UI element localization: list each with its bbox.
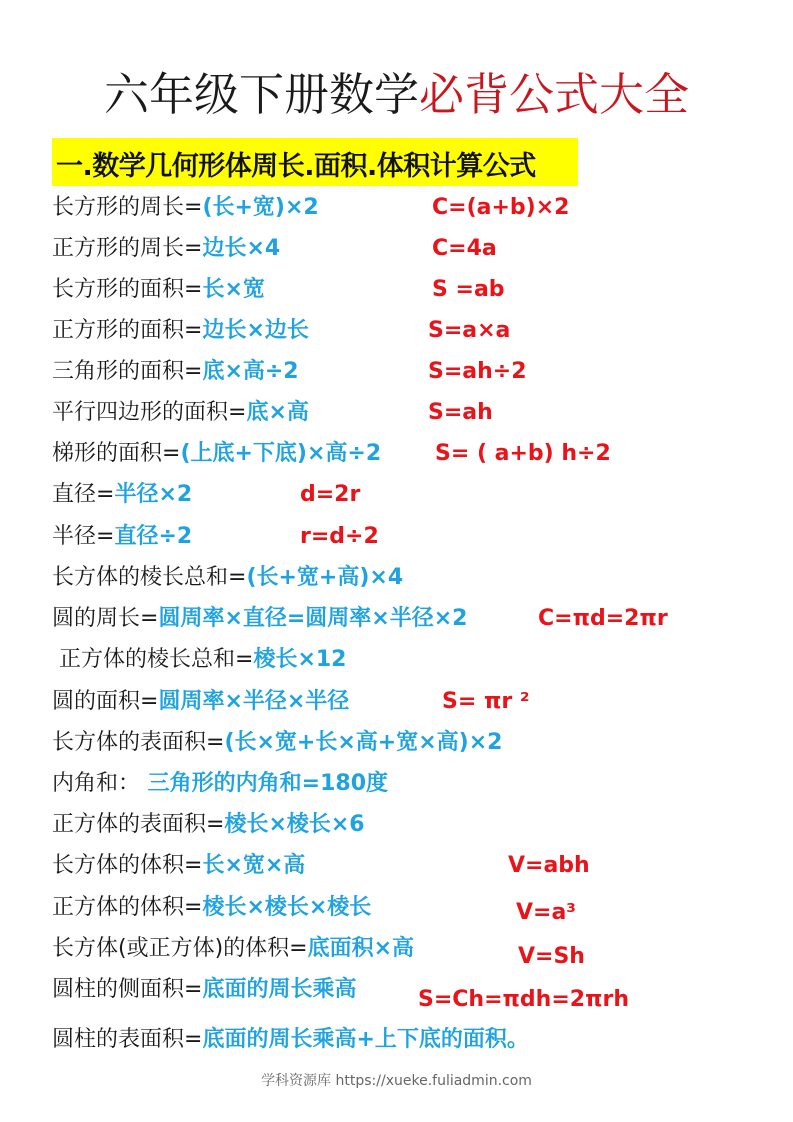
formula-words: 底面的周长乘高+上下底的面积。 <box>202 1027 529 1052</box>
formula-words: 棱长×棱长×棱长 <box>202 895 372 920</box>
formula-label: 直径= <box>52 482 115 507</box>
formula-row-cube-surface <box>0 807 793 843</box>
section-header <box>52 138 578 186</box>
formula-row-parallelogram-area <box>0 395 793 431</box>
formula-label: 正方体的表面积= <box>52 812 225 837</box>
formula-symbol: C=πd=2πr <box>538 606 668 631</box>
formula-row-prism-volume <box>0 931 793 967</box>
formula-words: (上底+下底)×高÷2 <box>180 441 382 466</box>
formula-row-cylinder-surface <box>0 1022 793 1058</box>
formula-symbol: r=d÷2 <box>300 524 379 549</box>
formula-row-rect-perimeter <box>0 190 793 226</box>
formula-row-square-area <box>0 313 793 349</box>
formula-words: 半径×2 <box>114 482 193 507</box>
formula-symbol: C=4a <box>432 236 497 261</box>
formula-words: 底面的周长乘高 <box>202 977 357 1002</box>
section-header-text: 一.数学几何形体周长.面积.体积计算公式 <box>56 151 536 182</box>
formula-symbol: S= πr ² <box>442 689 530 714</box>
formula-symbol: S=a×a <box>428 318 511 343</box>
formula-symbol: S =ab <box>432 277 505 302</box>
formula-words: 棱长×12 <box>253 647 347 672</box>
formula-label: 长方体的表面积= <box>52 730 225 755</box>
formula-row-cuboid-edges <box>0 560 793 596</box>
formula-words: 边长×4 <box>202 236 281 261</box>
formula-row-circle-area <box>0 684 793 720</box>
formula-label: 长方体的棱长总和= <box>52 565 247 590</box>
formula-words: 三角形的内角和=180度 <box>140 771 389 796</box>
formula-row-cuboid-surface <box>0 725 793 761</box>
formula-words: 圆周率×直径=圆周率×半径×2 <box>158 606 468 631</box>
footer-watermark: 学科资源库 https://xueke.fuliadmin.com <box>261 1073 532 1089</box>
formula-row-square-perimeter <box>0 231 793 267</box>
formula-label: 长方体的体积= <box>52 853 203 878</box>
formula-symbol: S=ah <box>428 400 493 425</box>
formula-row-radius <box>0 519 793 555</box>
formula-words: 长×宽×高 <box>202 853 306 878</box>
formula-label: 圆柱的侧面积= <box>52 977 203 1002</box>
formula-words: (长×宽+长×高+宽×高)×2 <box>224 730 503 755</box>
page-title <box>0 62 793 128</box>
formula-row-cube-volume <box>0 890 793 926</box>
formula-row-interior-angles <box>0 766 793 802</box>
formula-label: 圆的周长= <box>52 606 159 631</box>
formula-symbol: S= ( a+b) h÷2 <box>435 441 611 466</box>
formula-row-diameter <box>0 477 793 513</box>
formula-label: 正方体的棱长总和= <box>52 647 254 672</box>
formula-words: 底面积×高 <box>307 936 415 961</box>
formula-words: (长+宽)×2 <box>202 195 319 220</box>
formula-words: (长+宽+高)×4 <box>246 565 404 590</box>
formula-row-cylinder-lateral <box>0 972 793 1012</box>
formula-symbol: V=Sh <box>518 944 585 969</box>
formula-words: 边长×边长 <box>202 318 309 343</box>
formula-label: 长方体(或正方体)的体积= <box>52 936 308 961</box>
formula-row-cuboid-volume <box>0 848 793 884</box>
formula-label: 长方形的面积= <box>52 277 203 302</box>
formula-row-cube-edges <box>0 642 793 678</box>
formula-words: 长×宽 <box>202 277 265 302</box>
formula-symbol: S=ah÷2 <box>428 359 527 384</box>
formula-symbol: C=(a+b)×2 <box>432 195 570 220</box>
formula-words: 圆周率×半径×半径 <box>158 689 350 714</box>
formula-label: 圆的面积= <box>52 689 159 714</box>
formula-label: 内角和： <box>52 771 141 796</box>
formula-row-rect-area <box>0 272 793 308</box>
formula-label: 梯形的面积= <box>52 441 181 466</box>
formula-row-trapezoid-area <box>0 436 793 472</box>
formula-label: 正方体的体积= <box>52 895 203 920</box>
formula-symbol: V=a³ <box>516 900 576 925</box>
formula-symbol: S=Ch=πdh=2πrh <box>418 987 629 1012</box>
formula-words: 底×高÷2 <box>202 359 299 384</box>
formula-label: 正方形的面积= <box>52 318 203 343</box>
formula-label: 长方形的周长= <box>52 195 203 220</box>
formula-label: 半径= <box>52 524 115 549</box>
formula-symbol: V=abh <box>508 853 590 878</box>
page-title-red-part: 必背公式大全 <box>419 68 690 121</box>
formula-row-circle-circumference <box>0 601 793 637</box>
formula-words: 底×高 <box>246 400 309 425</box>
formula-label: 三角形的面积= <box>52 359 203 384</box>
formula-symbol: d=2r <box>300 482 361 507</box>
page-title-black-part: 六年级下册数学 <box>103 68 419 121</box>
formula-row-triangle-area <box>0 354 793 390</box>
formula-words: 棱长×棱长×6 <box>224 812 365 837</box>
formula-label: 圆柱的表面积= <box>52 1027 203 1052</box>
formula-words: 直径÷2 <box>114 524 193 549</box>
formula-label: 正方形的周长= <box>52 236 203 261</box>
formula-label: 平行四边形的面积= <box>52 400 247 425</box>
